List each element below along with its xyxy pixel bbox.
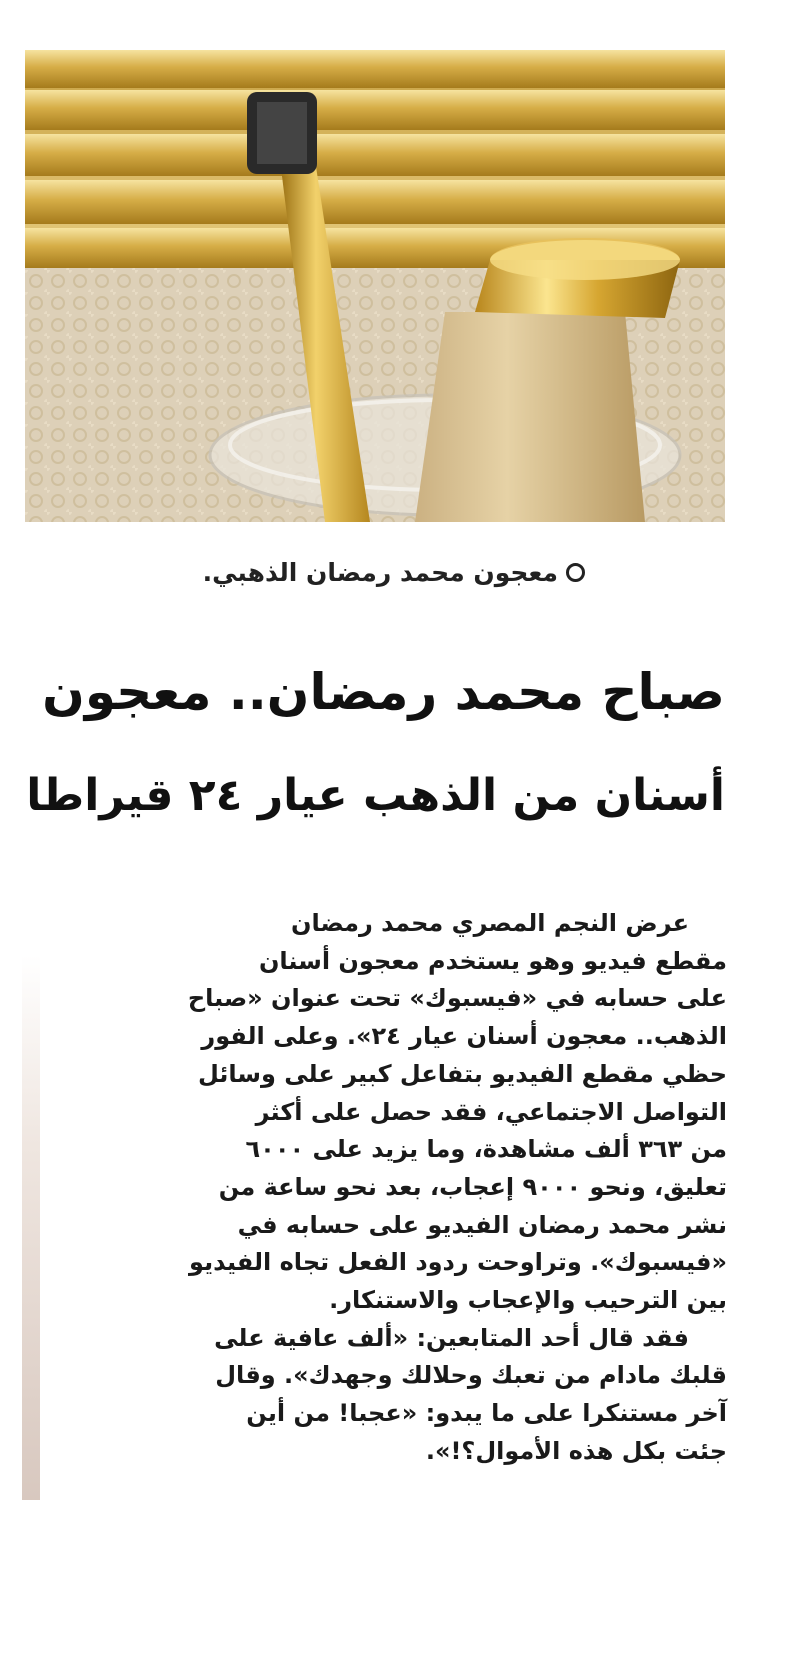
article-body [22,905,732,1605]
article-headline [20,640,725,848]
body-line: نشر محمد رمضان الفيديو على حسابه في [237,1210,727,1239]
golden-toothpaste-image [25,50,725,522]
body-line: التواصل الاجتماعي، فقد حصل على أكثر [255,1097,727,1126]
headline-line-2: أسنان من الذهب عيار ٢٤ قيراطا [26,770,725,821]
body-line: آخر مستنكرا على ما يبدو: «عجبا! من أين [246,1399,727,1428]
caption-bullet-icon [566,563,585,582]
article-body-text [77,905,727,1471]
article-photo [25,50,725,522]
body-line: من ٣٦٣ ألف مشاهدة، وما يزيد على ٦٠٠٠ [245,1135,727,1164]
photo-caption [25,558,585,587]
body-line: بين الترحيب والإعجاب والاستنكار. [329,1286,727,1315]
body-line: حظي مقطع الفيديو بتفاعل كبير على وسائل [197,1059,727,1088]
body-line: «فيسبوك». وتراوحت ردود الفعل تجاه الفيديو [189,1248,727,1277]
body-line: جئت بكل هذه الأموال؟!». [425,1436,727,1465]
body-line: تعليق، ونحو ٩٠٠٠ إعجاب، بعد نحو ساعة من [218,1172,727,1201]
decorative-side-bar [22,955,40,1500]
caption-text: معجون محمد رمضان الذهبي. [202,558,558,587]
body-line: الذهب.. معجون أسنان عيار ٢٤». وعلى الفور [201,1022,727,1051]
body-line: قلبك مادام من تعبك وحلالك وجهدك». وقال [215,1361,727,1390]
headline-line-1: صباح محمد رمضان.. معجون [42,663,725,721]
body-line: فقد قال أحد المتابعين: «ألف عافية على [214,1323,689,1352]
body-line: على حسابه في «فيسبوك» تحت عنوان «صباح [187,984,727,1013]
body-line: عرض النجم المصري محمد رمضان [290,909,689,937]
body-line: مقطع فيديو وهو يستخدم معجون أسنان [258,946,727,975]
